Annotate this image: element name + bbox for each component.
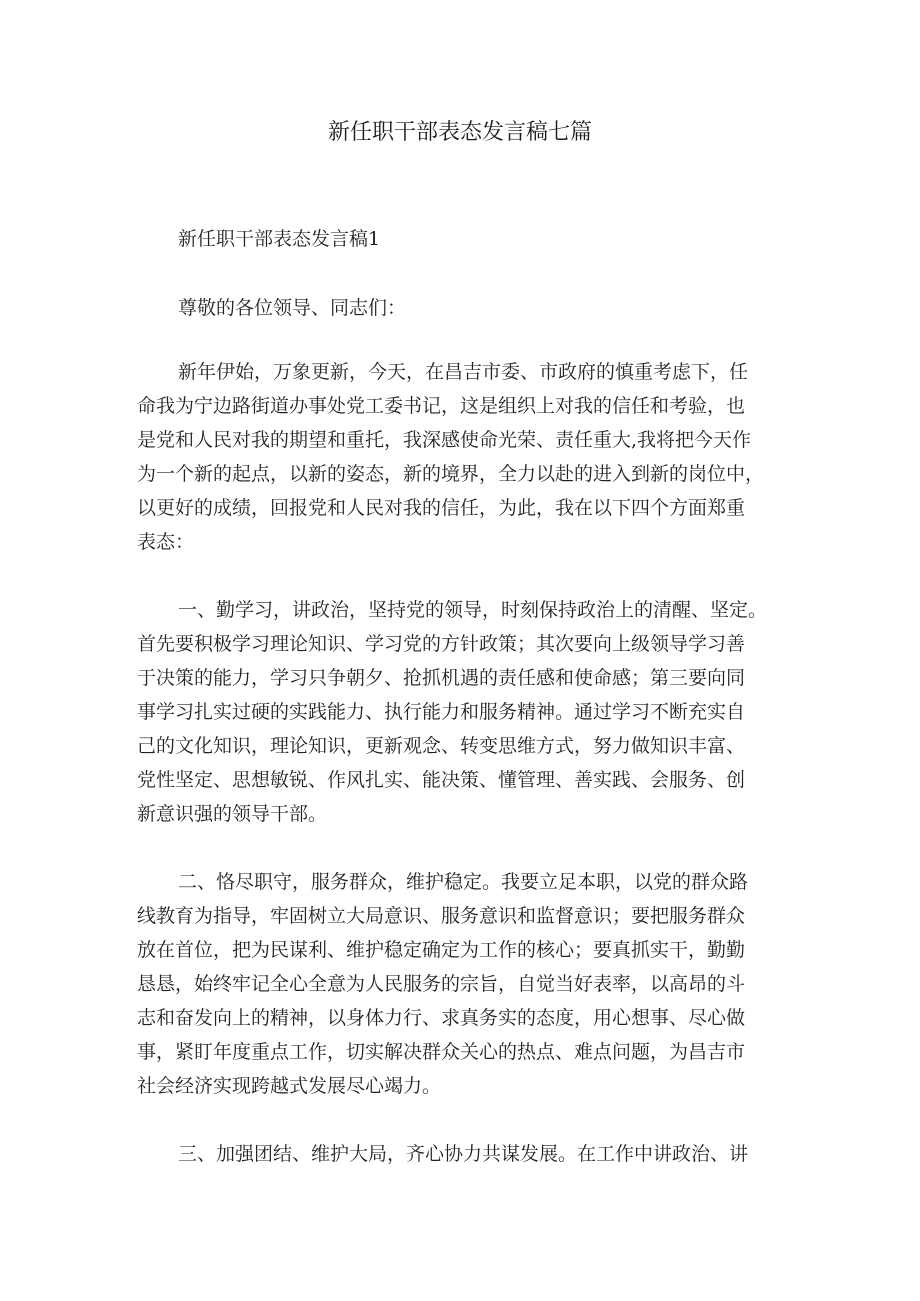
paragraph-line: 新年伊始，万象更新，今天，在昌吉市委、市政府的慎重考虑下，任	[178, 361, 749, 383]
paragraph-line: 三、加强团结、维护大局，齐心协力共谋发展。在工作中讲政治、讲	[178, 1143, 749, 1165]
paragraph-line: 事，紧盯年度重点工作，切实解决群众关心的热点、难点问题，为昌吉市	[137, 1041, 746, 1063]
paragraph-line: 一、勤学习，讲政治，坚持党的领导，时刻保持政治上的清醒、坚定。	[178, 599, 768, 621]
document-title: 新任职干部表态发言稿七篇	[327, 120, 592, 145]
paragraph-line: 二、恪尽职守，服务群众，维护稳定。我要立足本职，以党的群众路	[178, 871, 749, 893]
paragraph-line: 事学习扎实过硬的实践能力、执行能力和服务精神。通过学习不断充实自	[137, 701, 746, 723]
salutation: 尊敬的各位领导、同志们：	[178, 297, 407, 319]
paragraph-line: 命我为宁边路街道办事处党工委书记，这是组织上对我的信任和考验，也	[137, 395, 746, 417]
paragraph-line: 线教育为指导，牢固树立大局意识、服务意识和监督意识；要把服务群众	[137, 905, 746, 927]
paragraph-line: 社会经济实现跨越式发展尽心竭力。	[137, 1075, 442, 1097]
paragraph-line: 己的文化知识，理论知识，更新观念、转变思维方式，努力做知识丰富、	[137, 735, 746, 757]
paragraph-line: 恳恳，始终牢记全心全意为人民服务的宗旨，自觉当好表率，以高昂的斗	[137, 973, 746, 995]
paragraph-line: 表态：	[137, 531, 195, 553]
paragraph-line: 党性坚定、思想敏锐、作风扎实、能决策、懂管理、善实践、会服务、创	[137, 769, 746, 791]
paragraph-line: 以更好的成绩，回报党和人民对我的信任，为此，我在以下四个方面郑重	[137, 497, 746, 519]
paragraph-line: 是党和人民对我的期望和重托，我深感使命光荣、责任重大,我将把今天作	[137, 429, 752, 451]
section-heading: 新任职干部表态发言稿1	[178, 228, 381, 250]
paragraph-line: 志和奋发向上的精神，以身体力行、求真务实的态度，用心想事、尽心做	[137, 1007, 746, 1029]
paragraph-line: 首先要积极学习理论知识、学习党的方针政策；其次要向上级领导学习善	[137, 633, 746, 655]
paragraph-line: 放在首位，把为民谋利、维护稳定确定为工作的核心；要真抓实干，勤勤	[137, 939, 746, 961]
paragraph-line: 新意识强的领导干部。	[137, 803, 328, 825]
paragraph-line: 于决策的能力，学习只争朝夕、抢抓机遇的责任感和使命感；第三要向同	[137, 667, 746, 689]
paragraph-line: 为一个新的起点，以新的姿态，新的境界，全力以赴的进入到新的岗位中，	[137, 463, 765, 485]
